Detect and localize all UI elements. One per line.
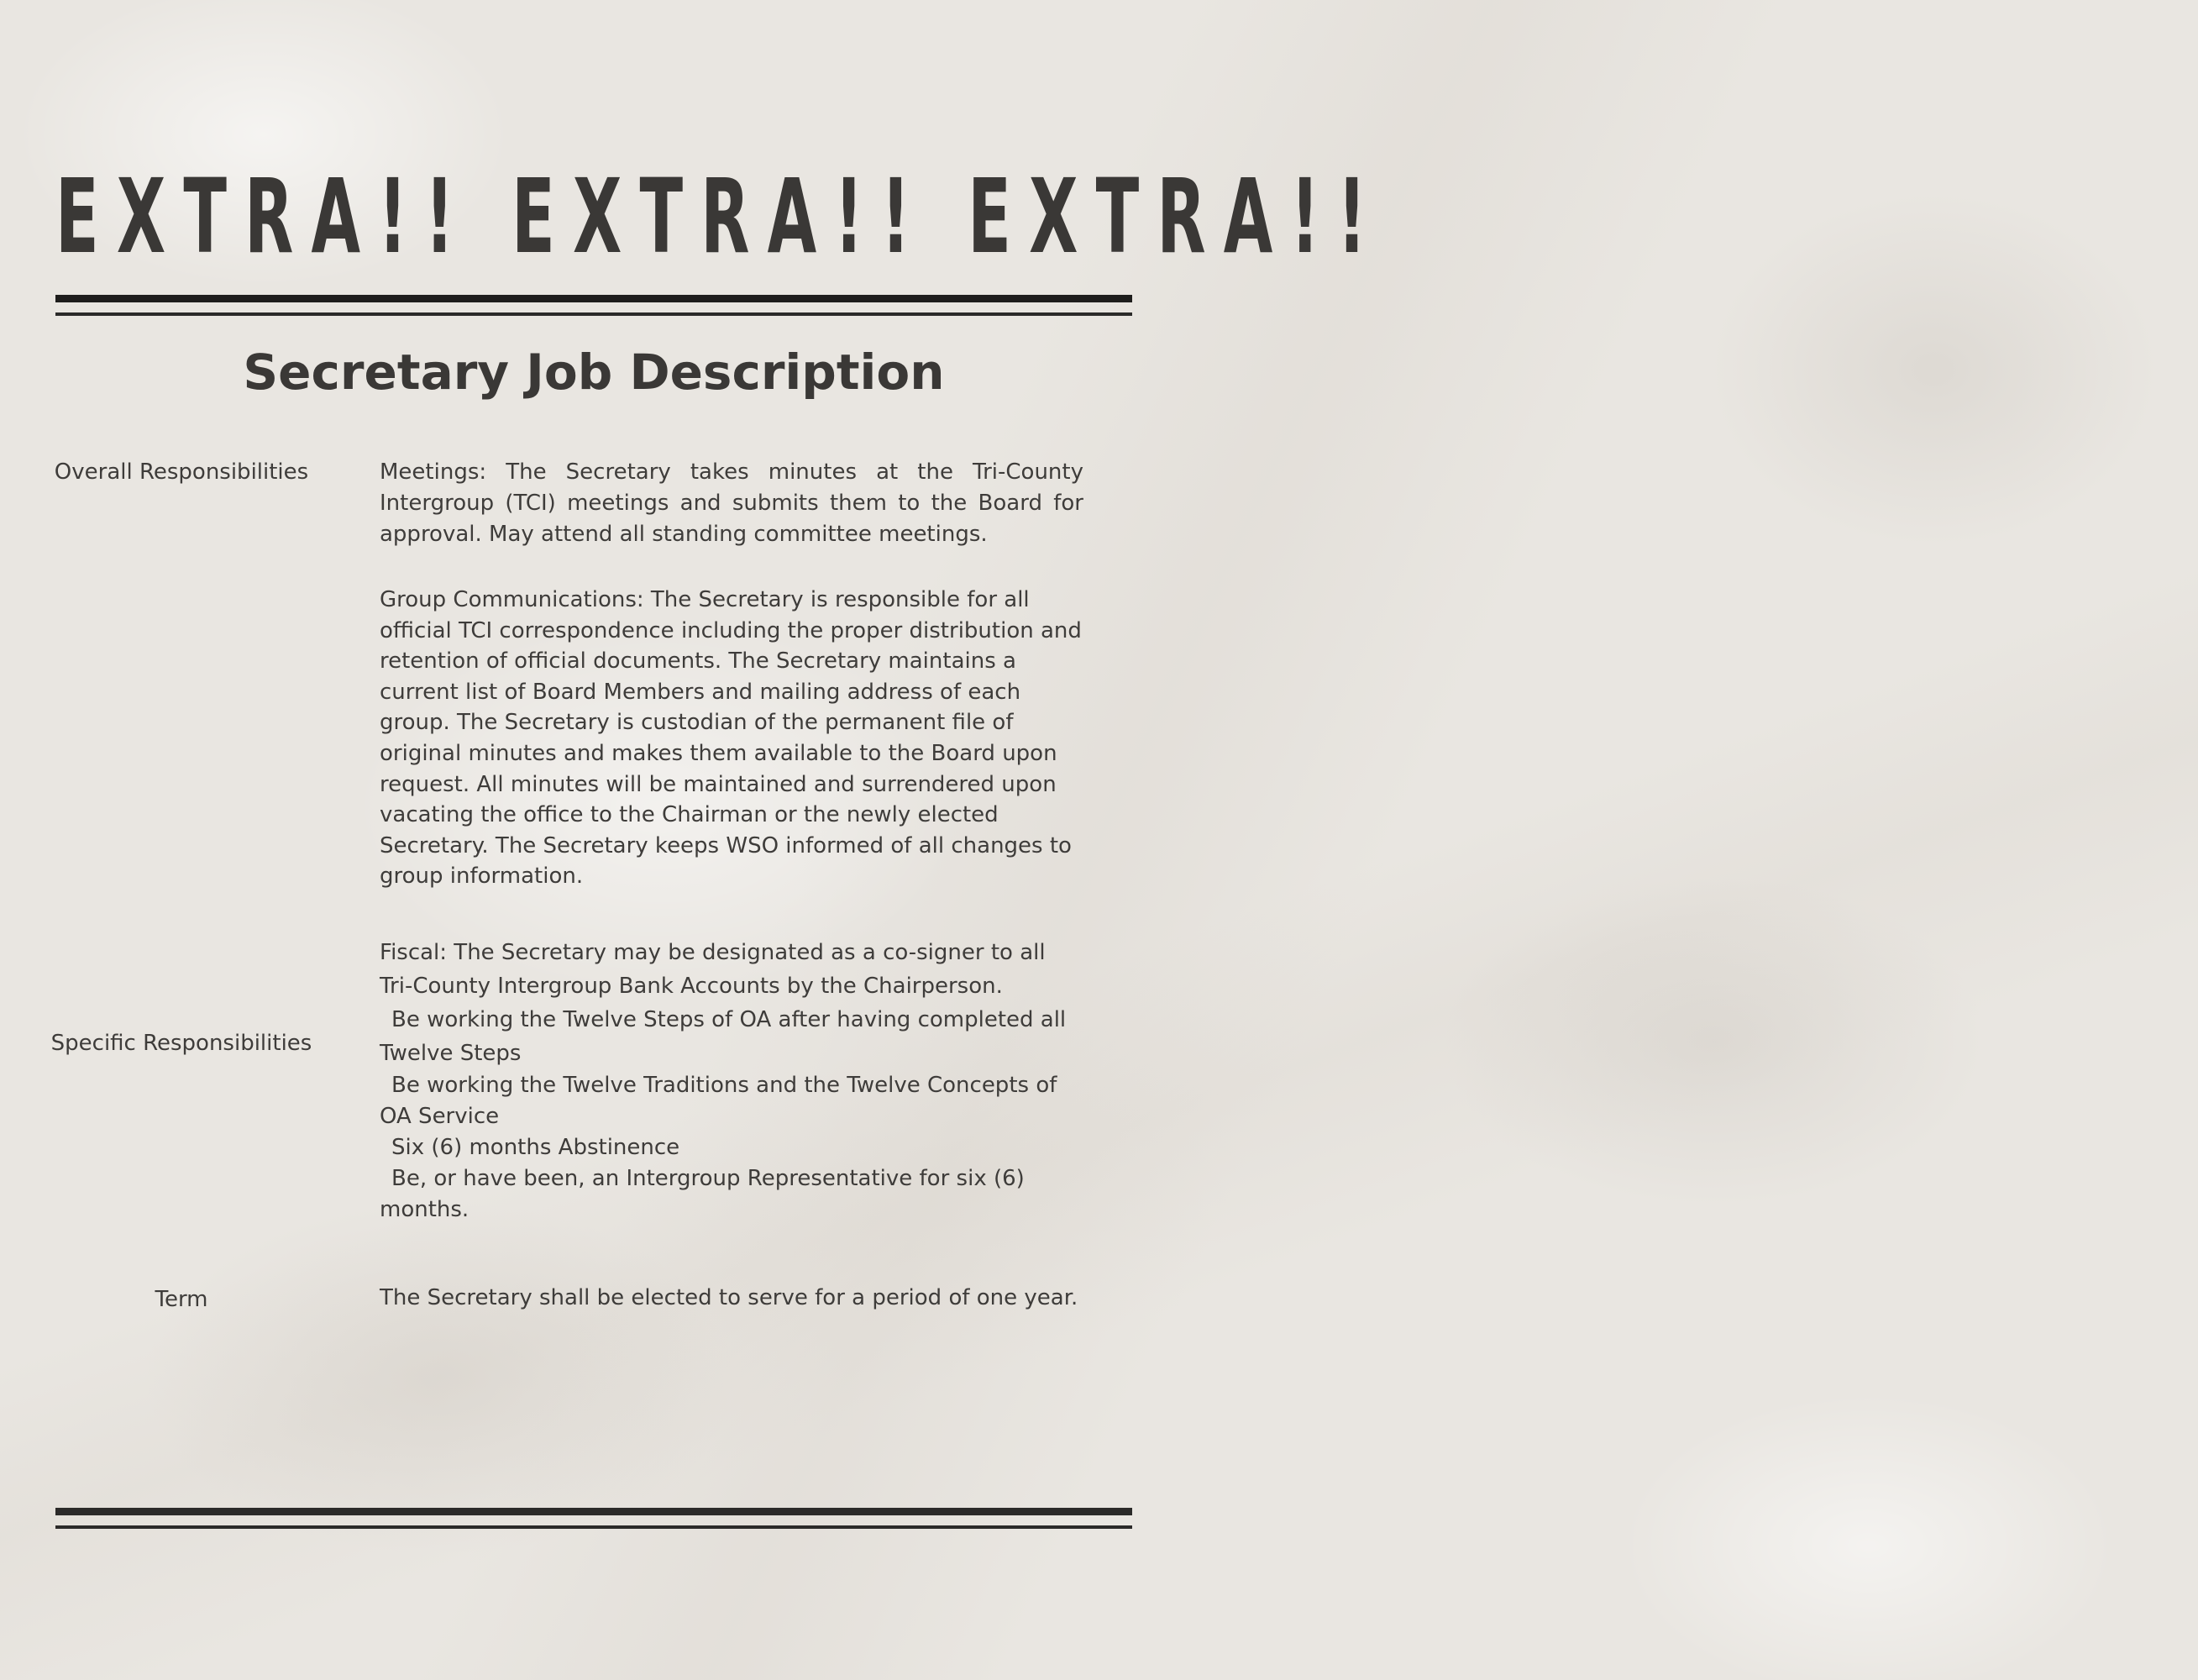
- requirement-item: Six (6) months Abstinence: [391, 1135, 680, 1160]
- requirement-item: Be, or have been, an Intergroup Representative for six (6) months.: [380, 1166, 1025, 1222]
- label-overall-responsibilities: Overall Responsibilities: [54, 459, 309, 485]
- label-term: Term: [155, 1287, 208, 1312]
- paragraph-group-communications: Group Communications: The Secretary is responsible for all official TCI correspondence including the proper distribution and retention of official documents. The Secretary maintains a current list of Board Members and mailing address of each group. The Secretary is custodian of the permanent file of original minutes and makes them available to the Board upon request. All minutes will be maintained and surrendered upon vacating the office to the Chairman or the newly elected Secretary. The Secretary keeps WSO informed of all changes to group information.: [380, 587, 1082, 890]
- bottom-thick-rule: [55, 1508, 1132, 1515]
- top-thick-rule: [55, 295, 1132, 302]
- page-title: Secretary Job Description: [243, 344, 945, 401]
- masthead-headline: [55, 157, 1384, 276]
- bottom-thin-rule: [55, 1525, 1132, 1529]
- paragraph-meetings: Meetings: The Secretary takes minutes at the Tri-County Intergroup (TCI) meetings and submits them to the Board for approval. May attend all standing committee meetings.: [380, 459, 1083, 547]
- requirements-list: [380, 1003, 1083, 1226]
- paragraph-term: The Secretary shall be elected to serve for a period of one year.: [380, 1285, 1078, 1310]
- masthead-text: EXTRA!! EXTRA!! EXTRA!!: [55, 157, 1384, 276]
- label-specific-responsibilities: Specific Responsibilities: [50, 1031, 312, 1056]
- requirement-item: Be working the Twelve Traditions and the Twelve Concepts of OA Service: [380, 1073, 1057, 1129]
- requirement-item: Be working the Twelve Steps of OA after having completed all Twelve Steps: [380, 1007, 1067, 1066]
- top-thin-rule: [55, 312, 1132, 316]
- paragraph-fiscal: Fiscal: The Secretary may be designated as a co-signer to all Tri-County Intergroup Bank Accounts by the Chairperson.: [380, 940, 1046, 999]
